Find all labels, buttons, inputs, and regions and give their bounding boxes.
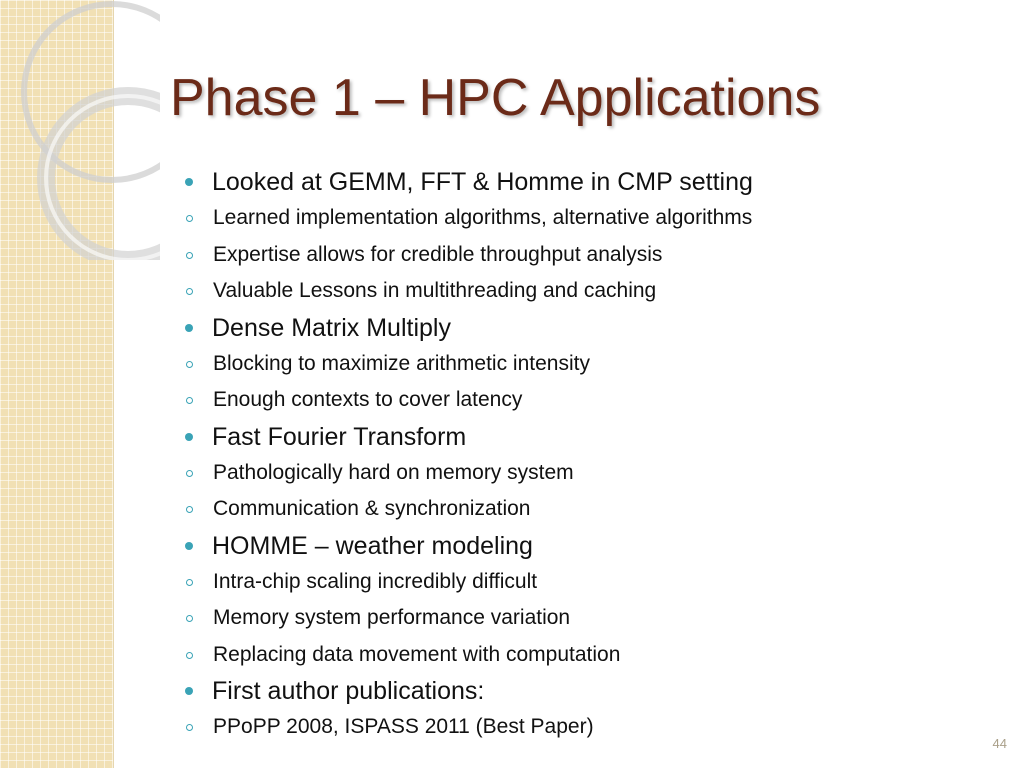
ring-bullet-icon — [186, 615, 193, 622]
bullet-list — [183, 164, 983, 746]
sub-bullet-item — [183, 200, 983, 237]
ring-bullet-icon — [186, 724, 193, 731]
bullet-text: Looked at GEMM, FFT & Homme in CMP setting — [212, 168, 753, 196]
ring-bullet-icon — [186, 361, 193, 368]
bullet-dot-icon — [185, 433, 193, 441]
bullet-item — [183, 419, 983, 455]
ring-bullet-icon — [186, 506, 193, 513]
sub-bullet-group — [183, 709, 983, 746]
decorative-circles — [0, 0, 160, 260]
sub-bullet-group — [183, 564, 983, 674]
bullet-text: Fast Fourier Transform — [212, 422, 467, 451]
sub-bullet-text: Valuable Lessons in multithreading and caching — [213, 279, 657, 302]
bullet-text: Dense Matrix Multiply — [212, 313, 451, 342]
bullet-text: First author publications: — [212, 677, 485, 705]
bullet-item — [183, 528, 983, 564]
ring-bullet-icon — [186, 252, 193, 259]
sub-bullet-item — [183, 455, 983, 492]
bullet-item — [183, 310, 983, 346]
bullet-item — [183, 164, 983, 200]
page-number: 44 — [992, 736, 1007, 751]
sub-bullet-item — [183, 382, 983, 419]
bullet-dot-icon — [185, 324, 193, 332]
ring-bullet-icon — [186, 215, 193, 222]
ring-bullet-icon — [186, 470, 193, 477]
ring-bullet-icon — [186, 652, 193, 659]
sub-bullet-text: Intra-chip scaling incredibly difficult — [213, 569, 538, 593]
bullet-dot-icon — [185, 542, 193, 550]
slide-title: Phase 1 – HPC Applications — [170, 69, 821, 127]
sub-bullet-text: Communication & synchronization — [213, 497, 531, 520]
ring-bullet-icon — [186, 288, 193, 295]
sub-bullet-item — [183, 637, 983, 674]
sub-bullet-item — [183, 273, 983, 310]
sub-bullet-item — [183, 600, 983, 637]
sub-bullet-item — [183, 564, 983, 601]
ring-bullet-icon — [186, 397, 193, 404]
bullet-dot-icon — [185, 178, 193, 186]
sub-bullet-text: Memory system performance variation — [213, 606, 571, 629]
sub-bullet-text: Expertise allows for credible throughput analysis — [213, 242, 663, 266]
bullet-text: HOMME – weather modeling — [212, 531, 533, 560]
sub-bullet-item — [183, 709, 983, 746]
sub-bullet-text: Enough contexts to cover latency — [213, 388, 523, 411]
sub-bullet-text: Pathologically hard on memory system — [213, 460, 574, 484]
sub-bullet-text: Blocking to maximize arithmetic intensity — [213, 351, 590, 375]
sub-bullet-group — [183, 346, 983, 419]
sub-bullet-item — [183, 346, 983, 383]
bullet-dot-icon — [185, 687, 193, 695]
sub-bullet-item — [183, 491, 983, 528]
ring-bullet-icon — [186, 579, 193, 586]
sub-bullet-group — [183, 200, 983, 310]
sub-bullet-text: Learned implementation algorithms, alternative algorithms — [213, 206, 753, 229]
bullet-item — [183, 673, 983, 709]
sub-bullet-item — [183, 237, 983, 274]
sub-bullet-text: Replacing data movement with computation — [213, 642, 621, 666]
sub-bullet-text: PPoPP 2008, ISPASS 2011 (Best Paper) — [213, 715, 594, 738]
sub-bullet-group — [183, 455, 983, 528]
